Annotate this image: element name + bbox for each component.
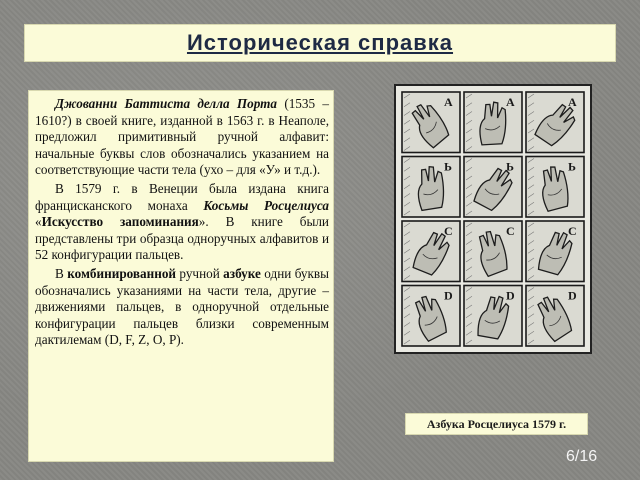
paragraph-1 [35, 96, 329, 179]
cell-letter: A [506, 95, 515, 109]
slide-page-number: 6/16 [566, 448, 598, 465]
figure-caption: Азбука Росцелиуса 1579 г. [426, 416, 567, 431]
alphabet-cell [402, 157, 460, 218]
alphabet-cell [402, 221, 460, 282]
history-text-box [28, 90, 334, 462]
paragraph-1-run: Джованни Баттиста делла Порта [55, 96, 277, 111]
hand-alphabet-illustration [396, 86, 590, 352]
alphabet-engraving [394, 84, 592, 354]
cell-letter: D [506, 288, 515, 303]
alphabet-cell [464, 286, 522, 347]
alphabet-cell [464, 221, 522, 282]
cell-letter: C [568, 224, 577, 238]
alphabet-cell [526, 92, 584, 153]
alphabet-cell [464, 92, 522, 153]
cell-letter: Ь [568, 159, 576, 174]
cell-letter: D [444, 288, 453, 303]
cell-letter: A [444, 95, 453, 109]
cell-letter: C [506, 224, 515, 238]
paragraph-2 [35, 181, 329, 264]
title-banner [24, 24, 616, 62]
alphabet-cell [402, 92, 460, 153]
cell-letter: C [444, 224, 453, 238]
paragraph-2-run: Искусство запоминания [41, 214, 199, 230]
paragraph-2-run: ». В книге были представлены три образца одноручных алфавитов и 52 конфигурации пальцев. [35, 214, 329, 263]
cell-letter: A [568, 95, 577, 109]
paragraph-3-run: ручной [176, 265, 224, 281]
cell-letter: D [568, 288, 577, 303]
cell-letter: Ь [444, 159, 452, 174]
slide-title: Историческая справка [186, 30, 454, 55]
alphabet-cell [402, 286, 460, 347]
paragraph-3-run: одни буквы обозначались указаниями на части тела, другие – движениями пальцев, в одноручной отдельные конфигурации пальцев близки современным дактилемам (D, F, Z, O, P). [35, 265, 329, 348]
paragraph-2-run: Косьмы Росцелиуса [203, 197, 329, 213]
paragraph-3-run: азбуке [223, 265, 261, 281]
paragraph-2-run: В 1579 г. в Венеции была издана книга францисканского монаха [35, 180, 329, 213]
paragraph-3-run: комбинированной [67, 265, 177, 281]
paragraph-1-run: (1535 – 1610?) в своей книге, изданной в 1563 г. в Неаполе, предложил примитивный ручной алфавит: начальные буквы слов обозначались указанием на соответствующие части тела (ухо – для «У» и т.д.). [35, 96, 329, 178]
alphabet-cell [526, 221, 584, 282]
paragraph-2-run: « [35, 214, 42, 230]
alphabet-cell [464, 157, 522, 218]
figure-caption-box [405, 413, 588, 435]
alphabet-cell [526, 157, 584, 218]
paragraph-3-run: В [55, 265, 68, 281]
paragraph-3 [35, 266, 329, 349]
cell-letter: Ь [506, 159, 514, 174]
alphabet-cell [526, 286, 584, 347]
